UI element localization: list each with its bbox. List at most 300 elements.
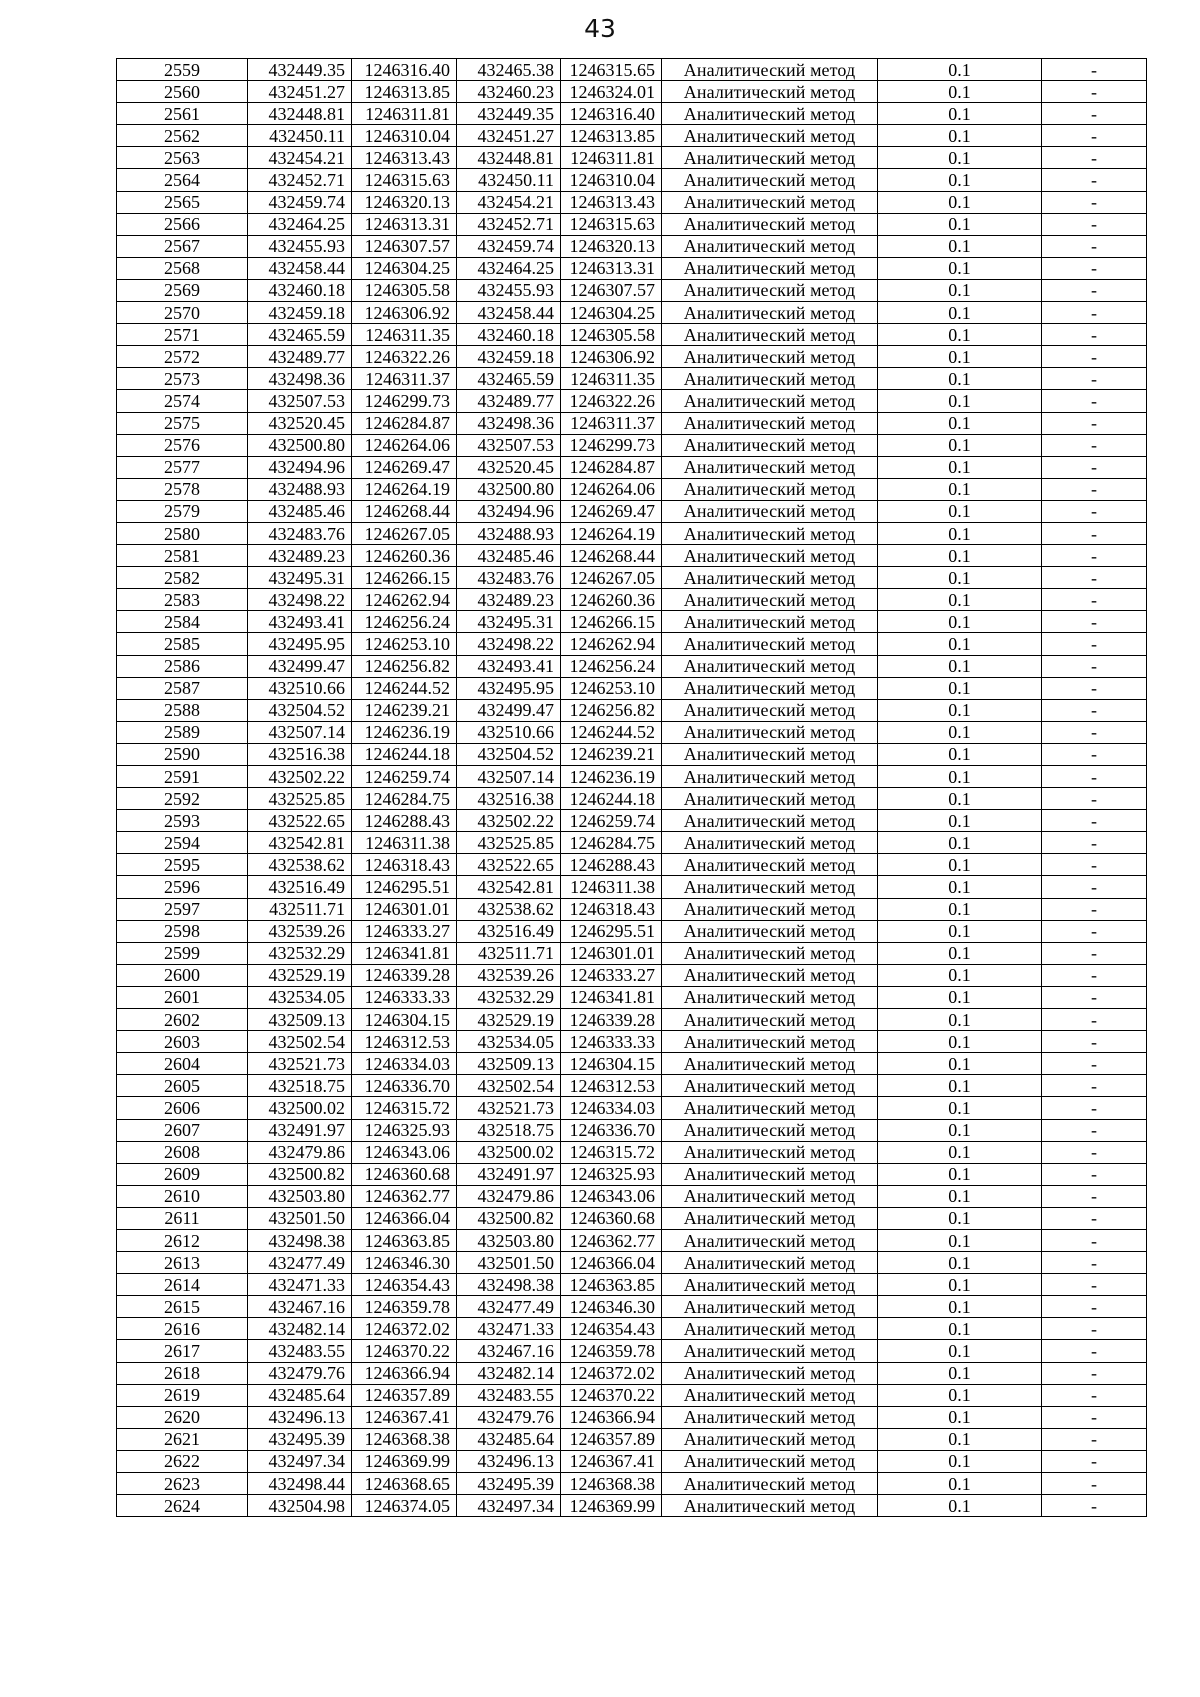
method-cell: Аналитический метод bbox=[662, 743, 878, 765]
note-cell: - bbox=[1042, 522, 1147, 544]
x-end-cell: 432503.80 bbox=[457, 1229, 561, 1251]
note-cell: - bbox=[1042, 390, 1147, 412]
x-end-cell: 432496.13 bbox=[457, 1450, 561, 1472]
table-row bbox=[117, 721, 1147, 743]
y-start-cell: 1246267.05 bbox=[352, 522, 457, 544]
accuracy-cell: 0.1 bbox=[878, 279, 1042, 301]
note-cell: - bbox=[1042, 81, 1147, 103]
y-end-cell: 1246304.15 bbox=[561, 1053, 662, 1075]
point-number-cell: 2580 bbox=[117, 522, 248, 544]
point-number-cell: 2592 bbox=[117, 788, 248, 810]
table-row bbox=[117, 942, 1147, 964]
x-end-cell: 432483.76 bbox=[457, 567, 561, 589]
method-cell: Аналитический метод bbox=[662, 854, 878, 876]
point-number-cell: 2617 bbox=[117, 1340, 248, 1362]
point-number-cell: 2593 bbox=[117, 810, 248, 832]
note-cell: - bbox=[1042, 1495, 1147, 1517]
method-cell: Аналитический метод bbox=[662, 633, 878, 655]
y-start-cell: 1246372.02 bbox=[352, 1318, 457, 1340]
table-row bbox=[117, 920, 1147, 942]
y-end-cell: 1246325.93 bbox=[561, 1163, 662, 1185]
x-start-cell: 432495.31 bbox=[248, 567, 352, 589]
method-cell: Аналитический метод bbox=[662, 810, 878, 832]
y-end-cell: 1246362.77 bbox=[561, 1229, 662, 1251]
method-cell: Аналитический метод bbox=[662, 500, 878, 522]
x-end-cell: 432477.49 bbox=[457, 1296, 561, 1318]
note-cell: - bbox=[1042, 1141, 1147, 1163]
method-cell: Аналитический метод bbox=[662, 1384, 878, 1406]
point-number-cell: 2594 bbox=[117, 832, 248, 854]
point-number-cell: 2591 bbox=[117, 766, 248, 788]
note-cell: - bbox=[1042, 1229, 1147, 1251]
point-number-cell: 2571 bbox=[117, 324, 248, 346]
y-end-cell: 1246334.03 bbox=[561, 1097, 662, 1119]
y-end-cell: 1246284.75 bbox=[561, 832, 662, 854]
y-start-cell: 1246363.85 bbox=[352, 1229, 457, 1251]
point-number-cell: 2566 bbox=[117, 213, 248, 235]
y-start-cell: 1246359.78 bbox=[352, 1296, 457, 1318]
table-row bbox=[117, 655, 1147, 677]
x-start-cell: 432495.39 bbox=[248, 1428, 352, 1450]
point-number-cell: 2619 bbox=[117, 1384, 248, 1406]
point-number-cell: 2621 bbox=[117, 1428, 248, 1450]
point-number-cell: 2615 bbox=[117, 1296, 248, 1318]
accuracy-cell: 0.1 bbox=[878, 1473, 1042, 1495]
y-start-cell: 1246357.89 bbox=[352, 1384, 457, 1406]
x-start-cell: 432498.44 bbox=[248, 1473, 352, 1495]
y-start-cell: 1246304.15 bbox=[352, 1009, 457, 1031]
x-start-cell: 432483.55 bbox=[248, 1340, 352, 1362]
y-end-cell: 1246316.40 bbox=[561, 103, 662, 125]
note-cell: - bbox=[1042, 1362, 1147, 1384]
y-end-cell: 1246236.19 bbox=[561, 766, 662, 788]
point-number-cell: 2569 bbox=[117, 279, 248, 301]
y-start-cell: 1246366.94 bbox=[352, 1362, 457, 1384]
accuracy-cell: 0.1 bbox=[878, 898, 1042, 920]
x-end-cell: 432459.18 bbox=[457, 346, 561, 368]
point-number-cell: 2590 bbox=[117, 743, 248, 765]
x-start-cell: 432510.66 bbox=[248, 677, 352, 699]
note-cell: - bbox=[1042, 213, 1147, 235]
accuracy-cell: 0.1 bbox=[878, 655, 1042, 677]
x-end-cell: 432522.65 bbox=[457, 854, 561, 876]
table-row bbox=[117, 257, 1147, 279]
note-cell: - bbox=[1042, 832, 1147, 854]
accuracy-cell: 0.1 bbox=[878, 191, 1042, 213]
table-row bbox=[117, 1141, 1147, 1163]
method-cell: Аналитический метод bbox=[662, 1207, 878, 1229]
x-start-cell: 432458.44 bbox=[248, 257, 352, 279]
method-cell: Аналитический метод bbox=[662, 677, 878, 699]
x-end-cell: 432500.02 bbox=[457, 1141, 561, 1163]
y-end-cell: 1246267.05 bbox=[561, 567, 662, 589]
x-start-cell: 432502.22 bbox=[248, 766, 352, 788]
y-start-cell: 1246367.41 bbox=[352, 1406, 457, 1428]
y-end-cell: 1246370.22 bbox=[561, 1384, 662, 1406]
y-end-cell: 1246360.68 bbox=[561, 1207, 662, 1229]
x-start-cell: 432496.13 bbox=[248, 1406, 352, 1428]
accuracy-cell: 0.1 bbox=[878, 456, 1042, 478]
method-cell: Аналитический метод bbox=[662, 1495, 878, 1517]
point-number-cell: 2562 bbox=[117, 125, 248, 147]
x-end-cell: 432485.46 bbox=[457, 545, 561, 567]
method-cell: Аналитический метод bbox=[662, 522, 878, 544]
method-cell: Аналитический метод bbox=[662, 169, 878, 191]
x-end-cell: 432520.45 bbox=[457, 456, 561, 478]
x-start-cell: 432465.59 bbox=[248, 324, 352, 346]
point-number-cell: 2616 bbox=[117, 1318, 248, 1340]
x-end-cell: 432538.62 bbox=[457, 898, 561, 920]
method-cell: Аналитический метод bbox=[662, 1229, 878, 1251]
table-row bbox=[117, 279, 1147, 301]
y-start-cell: 1246325.93 bbox=[352, 1119, 457, 1141]
y-end-cell: 1246341.81 bbox=[561, 986, 662, 1008]
x-end-cell: 432460.18 bbox=[457, 324, 561, 346]
note-cell: - bbox=[1042, 191, 1147, 213]
x-start-cell: 432522.65 bbox=[248, 810, 352, 832]
x-end-cell: 432507.53 bbox=[457, 434, 561, 456]
y-end-cell: 1246372.02 bbox=[561, 1362, 662, 1384]
method-cell: Аналитический метод bbox=[662, 589, 878, 611]
x-start-cell: 432479.86 bbox=[248, 1141, 352, 1163]
y-end-cell: 1246322.26 bbox=[561, 390, 662, 412]
x-start-cell: 432542.81 bbox=[248, 832, 352, 854]
note-cell: - bbox=[1042, 1097, 1147, 1119]
method-cell: Аналитический метод bbox=[662, 302, 878, 324]
accuracy-cell: 0.1 bbox=[878, 1362, 1042, 1384]
y-start-cell: 1246333.33 bbox=[352, 986, 457, 1008]
note-cell: - bbox=[1042, 743, 1147, 765]
y-start-cell: 1246320.13 bbox=[352, 191, 457, 213]
method-cell: Аналитический метод bbox=[662, 257, 878, 279]
accuracy-cell: 0.1 bbox=[878, 1340, 1042, 1362]
point-number-cell: 2608 bbox=[117, 1141, 248, 1163]
x-start-cell: 432485.64 bbox=[248, 1384, 352, 1406]
point-number-cell: 2578 bbox=[117, 478, 248, 500]
table-row bbox=[117, 390, 1147, 412]
method-cell: Аналитический метод bbox=[662, 788, 878, 810]
y-end-cell: 1246295.51 bbox=[561, 920, 662, 942]
table-row bbox=[117, 235, 1147, 257]
note-cell: - bbox=[1042, 456, 1147, 478]
note-cell: - bbox=[1042, 810, 1147, 832]
accuracy-cell: 0.1 bbox=[878, 788, 1042, 810]
x-end-cell: 432529.19 bbox=[457, 1009, 561, 1031]
point-number-cell: 2568 bbox=[117, 257, 248, 279]
y-end-cell: 1246304.25 bbox=[561, 302, 662, 324]
x-start-cell: 432464.25 bbox=[248, 213, 352, 235]
table-row bbox=[117, 1207, 1147, 1229]
point-number-cell: 2596 bbox=[117, 876, 248, 898]
x-start-cell: 432497.34 bbox=[248, 1450, 352, 1472]
y-end-cell: 1246264.19 bbox=[561, 522, 662, 544]
x-start-cell: 432507.53 bbox=[248, 390, 352, 412]
note-cell: - bbox=[1042, 655, 1147, 677]
accuracy-cell: 0.1 bbox=[878, 235, 1042, 257]
table-row bbox=[117, 456, 1147, 478]
y-start-cell: 1246374.05 bbox=[352, 1495, 457, 1517]
point-number-cell: 2586 bbox=[117, 655, 248, 677]
x-end-cell: 432489.77 bbox=[457, 390, 561, 412]
note-cell: - bbox=[1042, 103, 1147, 125]
table-row bbox=[117, 1031, 1147, 1053]
y-start-cell: 1246305.58 bbox=[352, 279, 457, 301]
accuracy-cell: 0.1 bbox=[878, 1318, 1042, 1340]
x-end-cell: 432488.93 bbox=[457, 522, 561, 544]
x-end-cell: 432509.13 bbox=[457, 1053, 561, 1075]
y-start-cell: 1246266.15 bbox=[352, 567, 457, 589]
x-start-cell: 432452.71 bbox=[248, 169, 352, 191]
accuracy-cell: 0.1 bbox=[878, 1097, 1042, 1119]
point-number-cell: 2598 bbox=[117, 920, 248, 942]
note-cell: - bbox=[1042, 1252, 1147, 1274]
y-start-cell: 1246306.92 bbox=[352, 302, 457, 324]
y-end-cell: 1246320.13 bbox=[561, 235, 662, 257]
accuracy-cell: 0.1 bbox=[878, 721, 1042, 743]
accuracy-cell: 0.1 bbox=[878, 942, 1042, 964]
method-cell: Аналитический метод bbox=[662, 1097, 878, 1119]
accuracy-cell: 0.1 bbox=[878, 766, 1042, 788]
method-cell: Аналитический метод bbox=[662, 964, 878, 986]
y-start-cell: 1246268.44 bbox=[352, 500, 457, 522]
y-start-cell: 1246362.77 bbox=[352, 1185, 457, 1207]
y-start-cell: 1246360.68 bbox=[352, 1163, 457, 1185]
y-end-cell: 1246301.01 bbox=[561, 942, 662, 964]
y-end-cell: 1246256.82 bbox=[561, 699, 662, 721]
x-start-cell: 432459.74 bbox=[248, 191, 352, 213]
method-cell: Аналитический метод bbox=[662, 213, 878, 235]
point-number-cell: 2603 bbox=[117, 1031, 248, 1053]
note-cell: - bbox=[1042, 677, 1147, 699]
x-end-cell: 432493.41 bbox=[457, 655, 561, 677]
accuracy-cell: 0.1 bbox=[878, 412, 1042, 434]
x-start-cell: 432459.18 bbox=[248, 302, 352, 324]
accuracy-cell: 0.1 bbox=[878, 920, 1042, 942]
point-number-cell: 2620 bbox=[117, 1406, 248, 1428]
note-cell: - bbox=[1042, 589, 1147, 611]
method-cell: Аналитический метод bbox=[662, 1163, 878, 1185]
method-cell: Аналитический метод bbox=[662, 390, 878, 412]
point-number-cell: 2589 bbox=[117, 721, 248, 743]
note-cell: - bbox=[1042, 920, 1147, 942]
accuracy-cell: 0.1 bbox=[878, 1229, 1042, 1251]
point-number-cell: 2567 bbox=[117, 235, 248, 257]
y-start-cell: 1246288.43 bbox=[352, 810, 457, 832]
table-row bbox=[117, 1009, 1147, 1031]
table-row bbox=[117, 699, 1147, 721]
y-end-cell: 1246311.35 bbox=[561, 368, 662, 390]
note-cell: - bbox=[1042, 1163, 1147, 1185]
point-number-cell: 2576 bbox=[117, 434, 248, 456]
note-cell: - bbox=[1042, 1450, 1147, 1472]
x-end-cell: 432539.26 bbox=[457, 964, 561, 986]
accuracy-cell: 0.1 bbox=[878, 1428, 1042, 1450]
method-cell: Аналитический метод bbox=[662, 125, 878, 147]
y-end-cell: 1246256.24 bbox=[561, 655, 662, 677]
table-row bbox=[117, 522, 1147, 544]
method-cell: Аналитический метод bbox=[662, 478, 878, 500]
x-end-cell: 432460.23 bbox=[457, 81, 561, 103]
table-row bbox=[117, 412, 1147, 434]
x-end-cell: 432489.23 bbox=[457, 589, 561, 611]
x-start-cell: 432494.96 bbox=[248, 456, 352, 478]
note-cell: - bbox=[1042, 147, 1147, 169]
accuracy-cell: 0.1 bbox=[878, 986, 1042, 1008]
table-row bbox=[117, 1185, 1147, 1207]
accuracy-cell: 0.1 bbox=[878, 103, 1042, 125]
y-end-cell: 1246269.47 bbox=[561, 500, 662, 522]
accuracy-cell: 0.1 bbox=[878, 302, 1042, 324]
note-cell: - bbox=[1042, 257, 1147, 279]
y-end-cell: 1246311.38 bbox=[561, 876, 662, 898]
x-start-cell: 432450.11 bbox=[248, 125, 352, 147]
method-cell: Аналитический метод bbox=[662, 1428, 878, 1450]
y-start-cell: 1246253.10 bbox=[352, 633, 457, 655]
point-number-cell: 2587 bbox=[117, 677, 248, 699]
point-number-cell: 2601 bbox=[117, 986, 248, 1008]
x-end-cell: 432451.27 bbox=[457, 125, 561, 147]
y-end-cell: 1246354.43 bbox=[561, 1318, 662, 1340]
x-start-cell: 432500.02 bbox=[248, 1097, 352, 1119]
table-row bbox=[117, 500, 1147, 522]
point-number-cell: 2583 bbox=[117, 589, 248, 611]
point-number-cell: 2570 bbox=[117, 302, 248, 324]
x-start-cell: 432449.35 bbox=[248, 59, 352, 81]
table-row bbox=[117, 677, 1147, 699]
table-row bbox=[117, 633, 1147, 655]
accuracy-cell: 0.1 bbox=[878, 1495, 1042, 1517]
method-cell: Аналитический метод bbox=[662, 324, 878, 346]
note-cell: - bbox=[1042, 1384, 1147, 1406]
x-start-cell: 432488.93 bbox=[248, 478, 352, 500]
point-number-cell: 2574 bbox=[117, 390, 248, 412]
method-cell: Аналитический метод bbox=[662, 1053, 878, 1075]
accuracy-cell: 0.1 bbox=[878, 1450, 1042, 1472]
method-cell: Аналитический метод bbox=[662, 1252, 878, 1274]
y-end-cell: 1246366.94 bbox=[561, 1406, 662, 1428]
y-start-cell: 1246315.72 bbox=[352, 1097, 457, 1119]
method-cell: Аналитический метод bbox=[662, 346, 878, 368]
point-number-cell: 2604 bbox=[117, 1053, 248, 1075]
method-cell: Аналитический метод bbox=[662, 434, 878, 456]
method-cell: Аналитический метод bbox=[662, 147, 878, 169]
y-start-cell: 1246284.75 bbox=[352, 788, 457, 810]
table-row bbox=[117, 766, 1147, 788]
table-row bbox=[117, 810, 1147, 832]
y-end-cell: 1246268.44 bbox=[561, 545, 662, 567]
table-row bbox=[117, 302, 1147, 324]
x-end-cell: 432479.76 bbox=[457, 1406, 561, 1428]
point-number-cell: 2561 bbox=[117, 103, 248, 125]
accuracy-cell: 0.1 bbox=[878, 368, 1042, 390]
method-cell: Аналитический метод bbox=[662, 876, 878, 898]
table-row bbox=[117, 191, 1147, 213]
y-start-cell: 1246264.06 bbox=[352, 434, 457, 456]
y-end-cell: 1246315.65 bbox=[561, 59, 662, 81]
x-start-cell: 432504.52 bbox=[248, 699, 352, 721]
y-start-cell: 1246354.43 bbox=[352, 1274, 457, 1296]
y-start-cell: 1246262.94 bbox=[352, 589, 457, 611]
y-end-cell: 1246311.81 bbox=[561, 147, 662, 169]
x-start-cell: 432498.36 bbox=[248, 368, 352, 390]
x-end-cell: 432454.21 bbox=[457, 191, 561, 213]
point-number-cell: 2602 bbox=[117, 1009, 248, 1031]
x-end-cell: 432511.71 bbox=[457, 942, 561, 964]
y-end-cell: 1246259.74 bbox=[561, 810, 662, 832]
x-start-cell: 432518.75 bbox=[248, 1075, 352, 1097]
y-end-cell: 1246244.52 bbox=[561, 721, 662, 743]
x-start-cell: 432489.23 bbox=[248, 545, 352, 567]
note-cell: - bbox=[1042, 169, 1147, 191]
x-start-cell: 432521.73 bbox=[248, 1053, 352, 1075]
accuracy-cell: 0.1 bbox=[878, 1274, 1042, 1296]
x-start-cell: 432498.22 bbox=[248, 589, 352, 611]
x-start-cell: 432516.49 bbox=[248, 876, 352, 898]
x-end-cell: 432542.81 bbox=[457, 876, 561, 898]
y-end-cell: 1246253.10 bbox=[561, 677, 662, 699]
point-number-cell: 2579 bbox=[117, 500, 248, 522]
accuracy-cell: 0.1 bbox=[878, 147, 1042, 169]
accuracy-cell: 0.1 bbox=[878, 1406, 1042, 1428]
y-start-cell: 1246244.52 bbox=[352, 677, 457, 699]
y-end-cell: 1246262.94 bbox=[561, 633, 662, 655]
note-cell: - bbox=[1042, 125, 1147, 147]
method-cell: Аналитический метод bbox=[662, 81, 878, 103]
note-cell: - bbox=[1042, 1207, 1147, 1229]
x-start-cell: 432504.98 bbox=[248, 1495, 352, 1517]
accuracy-cell: 0.1 bbox=[878, 522, 1042, 544]
x-start-cell: 432482.14 bbox=[248, 1318, 352, 1340]
x-end-cell: 432465.38 bbox=[457, 59, 561, 81]
y-start-cell: 1246256.24 bbox=[352, 611, 457, 633]
point-number-cell: 2559 bbox=[117, 59, 248, 81]
point-number-cell: 2585 bbox=[117, 633, 248, 655]
x-end-cell: 432494.96 bbox=[457, 500, 561, 522]
table-row bbox=[117, 81, 1147, 103]
y-end-cell: 1246306.92 bbox=[561, 346, 662, 368]
point-number-cell: 2622 bbox=[117, 1450, 248, 1472]
x-end-cell: 432532.29 bbox=[457, 986, 561, 1008]
y-start-cell: 1246369.99 bbox=[352, 1450, 457, 1472]
y-start-cell: 1246346.30 bbox=[352, 1252, 457, 1274]
point-number-cell: 2607 bbox=[117, 1119, 248, 1141]
note-cell: - bbox=[1042, 986, 1147, 1008]
x-end-cell: 432502.54 bbox=[457, 1075, 561, 1097]
y-end-cell: 1246239.21 bbox=[561, 743, 662, 765]
table-row bbox=[117, 147, 1147, 169]
method-cell: Аналитический метод bbox=[662, 1340, 878, 1362]
x-end-cell: 432465.59 bbox=[457, 368, 561, 390]
y-end-cell: 1246288.43 bbox=[561, 854, 662, 876]
table-row bbox=[117, 567, 1147, 589]
y-end-cell: 1246324.01 bbox=[561, 81, 662, 103]
point-number-cell: 2613 bbox=[117, 1252, 248, 1274]
table-row bbox=[117, 611, 1147, 633]
point-number-cell: 2610 bbox=[117, 1185, 248, 1207]
x-end-cell: 432498.36 bbox=[457, 412, 561, 434]
x-start-cell: 432502.54 bbox=[248, 1031, 352, 1053]
accuracy-cell: 0.1 bbox=[878, 1207, 1042, 1229]
method-cell: Аналитический метод bbox=[662, 942, 878, 964]
note-cell: - bbox=[1042, 567, 1147, 589]
y-start-cell: 1246339.28 bbox=[352, 964, 457, 986]
method-cell: Аналитический метод bbox=[662, 766, 878, 788]
point-number-cell: 2623 bbox=[117, 1473, 248, 1495]
point-number-cell: 2575 bbox=[117, 412, 248, 434]
x-end-cell: 432510.66 bbox=[457, 721, 561, 743]
accuracy-cell: 0.1 bbox=[878, 1296, 1042, 1318]
y-start-cell: 1246366.04 bbox=[352, 1207, 457, 1229]
